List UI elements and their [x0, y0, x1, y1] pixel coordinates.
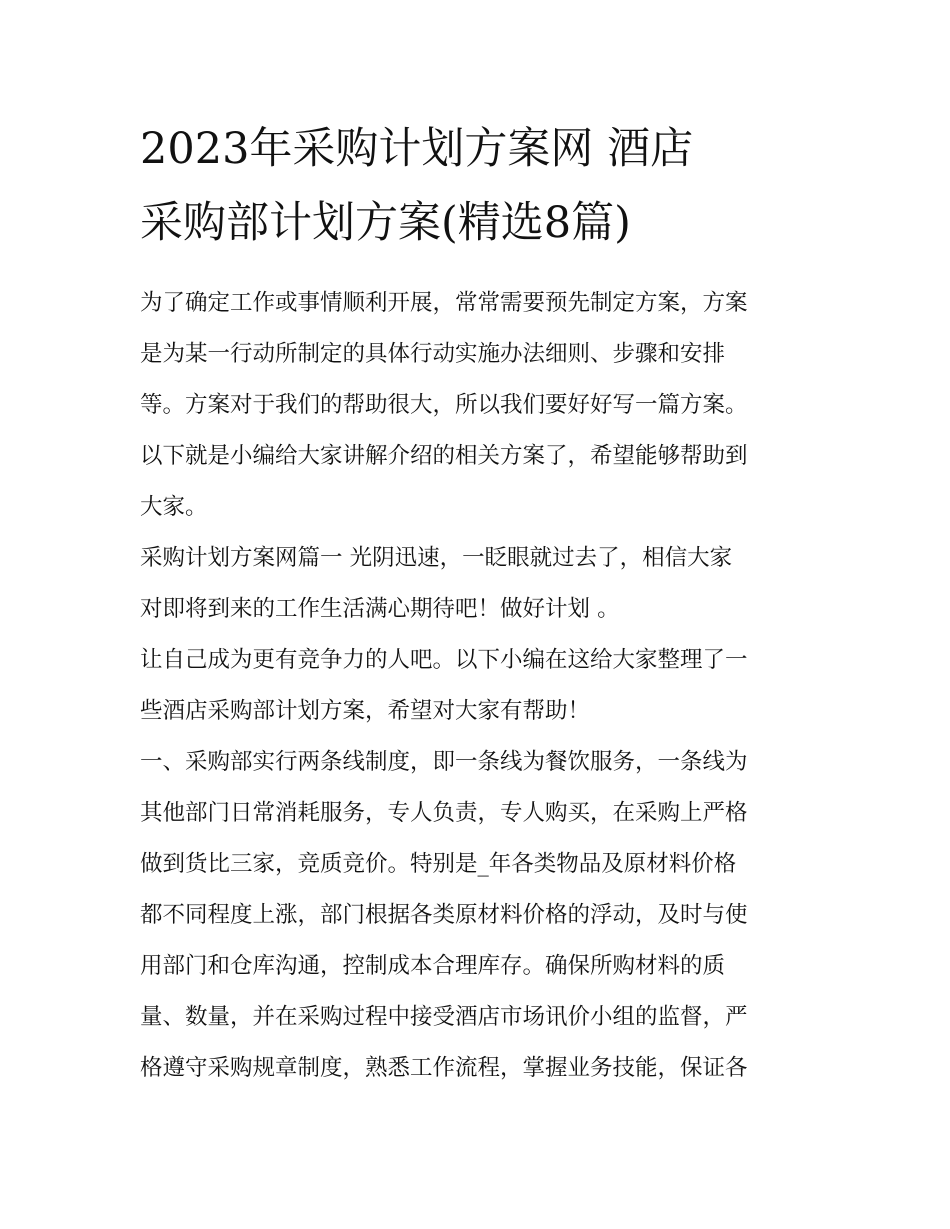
body-line: 都不同程度上涨，部门根据各类原材料价格的浮动，及时与使	[140, 902, 748, 928]
body-line: 大家。	[140, 494, 208, 520]
body-line: 些酒店采购部计划方案，希望对大家有帮助！	[140, 698, 591, 724]
title-line: 采购部计划方案(精选8篇)	[140, 198, 631, 248]
body-line: 一、采购部实行两条线制度，即一条线为餐饮服务，一条线为	[140, 749, 748, 775]
document-title	[140, 112, 820, 260]
body-line: 是为某一行动所制定的具体行动实施办法细则、步骤和安排	[140, 341, 726, 367]
body-line: 格遵守采购规章制度，熟悉工作流程，掌握业务技能，保证各	[140, 1055, 748, 1081]
body-line: 对即将到来的工作生活满心期待吧！做好计划 。	[140, 596, 620, 622]
title-line: 2023年采购计划方案网 酒店	[140, 124, 694, 174]
body-line: 让自己成为更有竞争力的人吧。以下小编在这给大家整理了一	[140, 647, 748, 673]
body-line: 等。方案对于我们的帮助很大，所以我们要好好写一篇方案。	[140, 392, 748, 418]
body-line: 以下就是小编给大家讲解介绍的相关方案了，希望能够帮助到	[140, 443, 748, 469]
body-line: 用部门和仓库沟通，控制成本合理库存。确保所购材料的质	[140, 953, 726, 979]
body-line: 为了确定工作或事情顺利开展，常常需要预先制定方案，方案	[140, 290, 748, 316]
document-body	[140, 278, 815, 1094]
body-line: 量、数量，并在采购过程中接受酒店市场讯价小组的监督，严	[140, 1004, 748, 1030]
body-line: 采购计划方案网篇一 光阴迅速，一眨眼就过去了，相信大家	[140, 545, 733, 571]
body-line: 做到货比三家，竞质竞价。特别是_年各类物品及原材料价格	[140, 851, 737, 877]
body-line: 其他部门日常消耗服务，专人负责，专人购买，在采购上严格	[140, 800, 748, 826]
